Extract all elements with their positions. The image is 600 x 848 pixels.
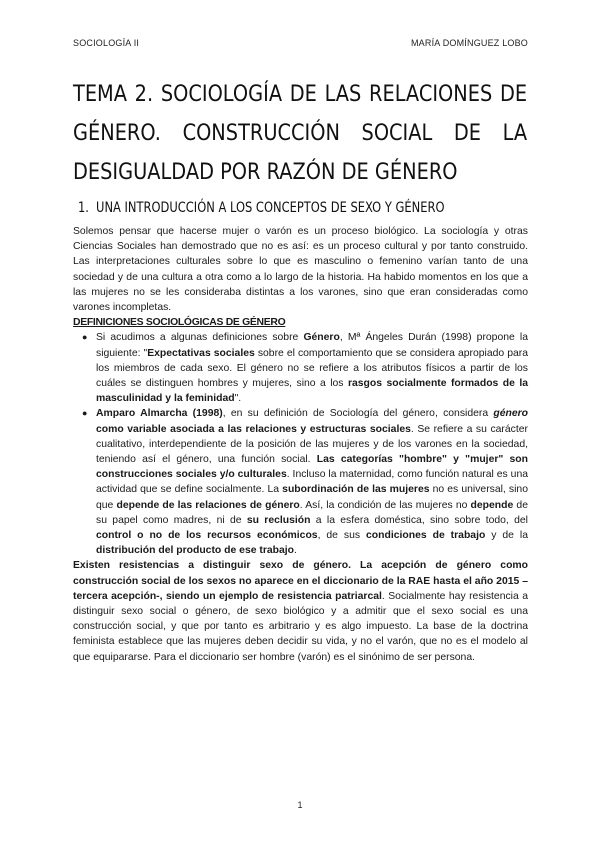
page-number: 1 bbox=[297, 800, 303, 810]
section-number: 1. bbox=[78, 200, 89, 216]
header-course: SOCIOLOGÍA II bbox=[73, 38, 140, 48]
page-header bbox=[73, 38, 528, 48]
definition-almarcha: ● Amparo Almarcha (1998), en su definición de Sociología del género, considera género como variable asociada a las relaciones y estructuras sociales. Se refiere a su carácter cualitativo, interdependiente de la posición de las mujeres y de los varones en la sociedad, teniendo así el género, una función social. Las categorías "hombre" y "mujer" son construcciones sociales y/o culturales. Incluso la maternidad, como función natural es una actividad que se define socialmente. La subordinación de las mujeres no es universal, sino que depende de las relaciones de género. Así, la condición de las mujeres no depende de su papel como madres, ni de su reclusión a la esfera doméstica, sino sobre todo, del control o no de los recursos económicos, de sus condiciones de trabajo y de la distribución del producto de ese trabajo. bbox=[82, 408, 529, 557]
section-heading bbox=[78, 200, 455, 216]
document-body bbox=[73, 224, 528, 665]
document-title: TEMA 2. SOCIOLOGÍA DE LAS RELACIONES DE GÉNERO. CONSTRUCCIÓN SOCIAL DE LA DESIGUALDAD POR RAZÓN DE GÉNERO bbox=[73, 81, 528, 185]
closing-paragraph: Existen resistencias a distinguir sexo de género. La acepción de género como construcción social de los sexos no aparece en el diccionario de la RAE hasta el año 2015 –tercera acepción-, siendo un ejemplo de resistencia patriarcal. Socialmente hay resistencia a distinguir sexo social o género, de sexo biológico y a admitir que el sexo social es una construcción social, y que por tanto es arbitrario y es algo impuesto. La base de la doctrina feminista establece que las mujeres deben decidir su vida, y no el varón, que no es el modelo al que equipararse. Para el diccionario ser hombre (varón) es el sinónimo de ser persona. bbox=[73, 560, 528, 663]
header-author: MARÍA DOMÍNGUEZ LOBO bbox=[410, 38, 528, 48]
intro-paragraph: Solemos pensar que hacerse mujer o varón es un proceso biológico. La sociología y otras Ciencias Sociales han demostrado que no es así: es un proceso cultural y por tanto construido. Las interpretaciones culturales sobre lo que es masculino o femenino varían tanto de una sociedad y de una cultura a otra como a lo largo de la historia. Ha habido momentos en los que a las mujeres no se les consideraba distintas a los varones, sino que eran consideradas como varones incompletas. bbox=[73, 226, 528, 314]
bullet-icon: ● bbox=[82, 408, 88, 419]
section-title: UNA INTRODUCCIÓN A LOS CONCEPTOS DE SEXO Y GÉNERO bbox=[96, 200, 445, 216]
definitions-heading: DEFINICIONES SOCIOLÓGICAS DE GÉNERO bbox=[73, 317, 286, 329]
definition-duran: ● Si acudimos a algunas definiciones sobre Género, Mª Ángeles Durán (1998) propone la siguiente: "Expectativas sociales sobre el comportamiento que se considera apropiado para los miembros de cada sexo. El género no se refiere a los atributos físicos a partir de los cuáles se distinguen hombres y mujeres, sino a los rasgos socialmente formados de la masculinidad y la feminidad". bbox=[82, 332, 528, 405]
definitions-list bbox=[73, 330, 528, 558]
bullet-icon: ● bbox=[82, 332, 88, 343]
